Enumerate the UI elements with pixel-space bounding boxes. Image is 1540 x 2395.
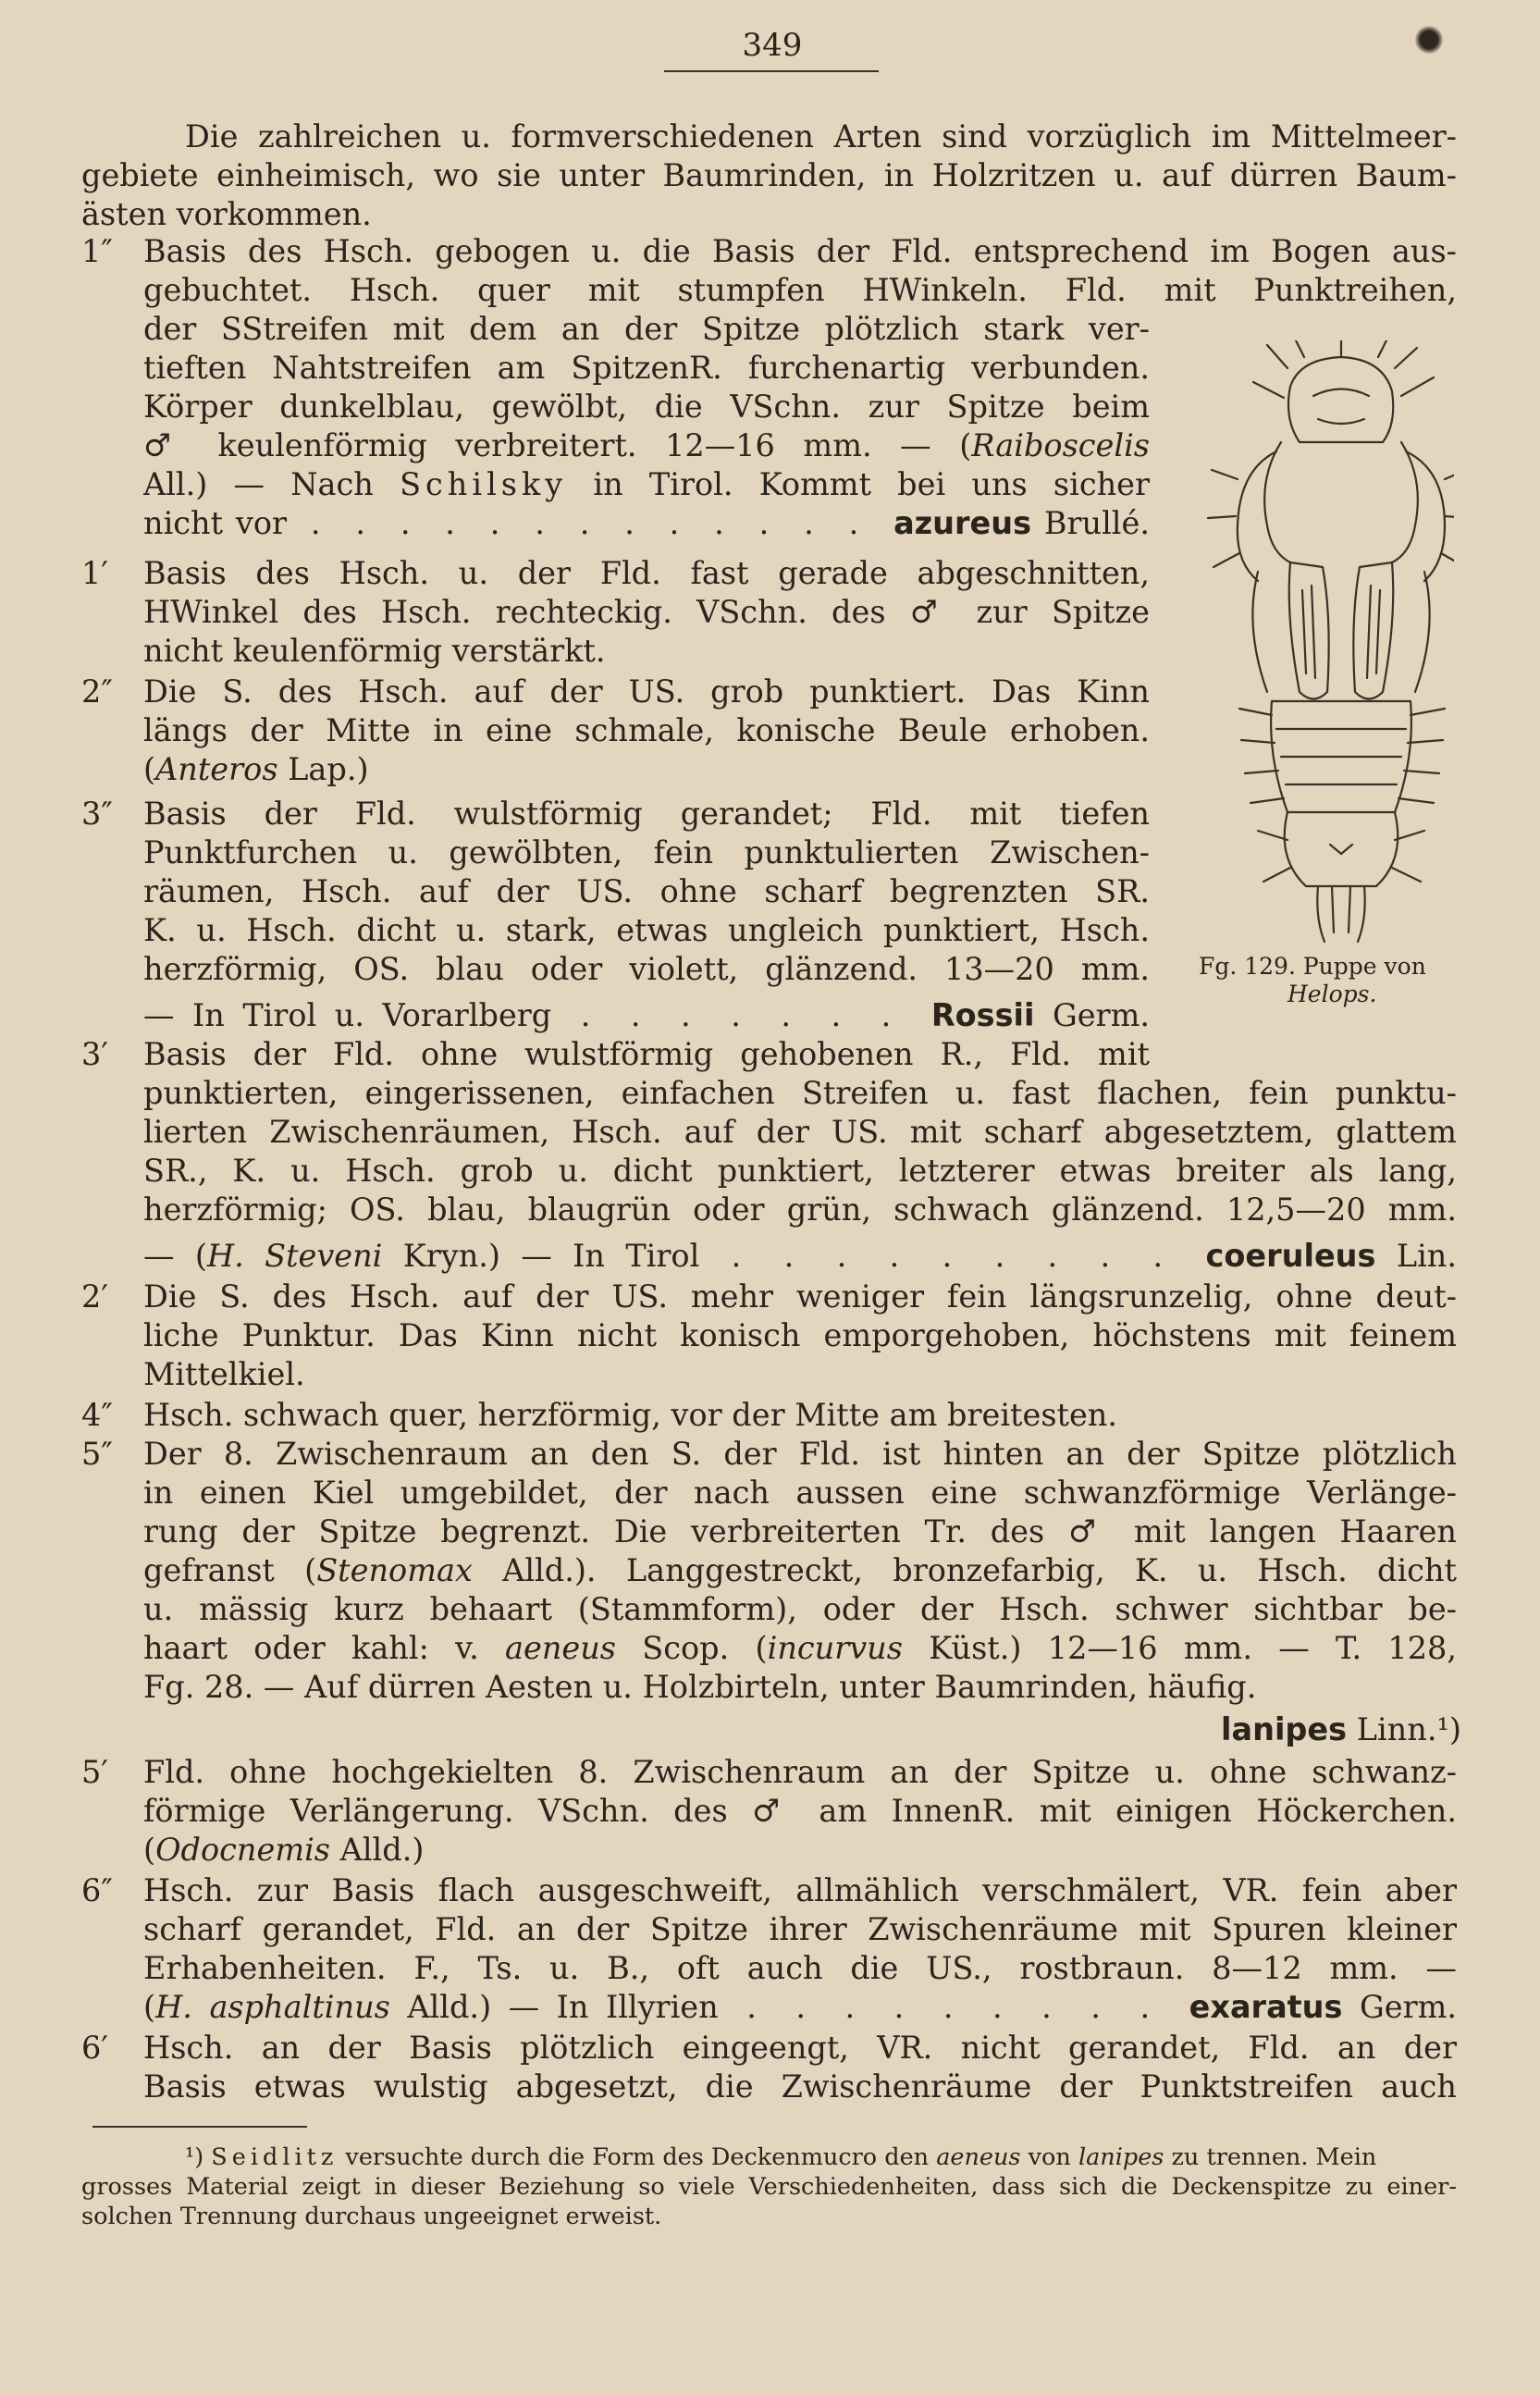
pupa-spines-terminal <box>1258 831 1424 882</box>
page-number-rule <box>664 70 879 72</box>
key-mark-2s: 2′ <box>81 1278 108 1315</box>
entry-5dd-line-3: rung der Spitze begrenzt. Die verbreiterten Tr. des ♂ mit langen Haaren <box>143 1513 1457 1549</box>
entry-1dd-line-6: ♂ keulenförmig verbreitert. 12—16 mm. — (Raiboscelis <box>143 427 1150 463</box>
figure-caption: Fg. 129. Puppe von <box>1199 953 1426 980</box>
species-lanipes: lanipes <box>1221 1711 1348 1747</box>
entry-1s-line-3: nicht keulenförmig verstärkt. <box>143 633 606 669</box>
entry-6s-line-1: Hsch. an der Basis plötzlich eingeengt, VR. nicht gerandet, Fld. an der <box>143 2030 1457 2066</box>
key-mark-5s: 5′ <box>81 1754 108 1790</box>
key-mark-3s: 3′ <box>81 1036 108 1072</box>
page-number: 349 <box>742 27 803 64</box>
intro-line-1: Die zahlreichen u. formverschiedenen Arten sind vorzüglich im Mittelmeer- <box>185 118 1457 154</box>
male-symbol: ♂ <box>909 594 953 630</box>
entry-3dd-line-1: Basis der Fld. wulstförmig gerandet; Fld. mit tiefen <box>143 796 1150 832</box>
male-symbol: ♂ <box>752 1793 795 1829</box>
entry-5s-line-1: Fld. ohne hochgekielten 8. Zwischenraum an der Spitze u. ohne schwanz- <box>143 1754 1457 1790</box>
entry-3s-line-4: SR., K. u. Hsch. grob u. dicht punktiert, letzterer etwas breiter als lang, <box>143 1153 1457 1189</box>
species-rossii: Rossii <box>930 997 1035 1033</box>
entry-5s-line-3: (Odocnemis Alld.) <box>143 1832 425 1868</box>
pupa-genital-mark <box>1330 845 1352 854</box>
synonym-name: incurvus <box>767 1630 903 1666</box>
pupa-head <box>1288 357 1393 442</box>
entry-4dd-line-1: Hsch. schwach quer, herzförmig, vor der Mitte am breitesten. <box>143 1397 1118 1433</box>
entry-5dd-line-5: u. mässig kurz behaart (Stammform), oder der Hsch. schwer sichtbar be- <box>143 1591 1457 1627</box>
entry-3dd-line-4: K. u. Hsch. dicht u. stark, etwas ungleich punktiert, Hsch. <box>143 912 1150 948</box>
entry-1dd-line-2: gebuchtet. Hsch. quer mit stumpfen HWinkeln. Fld. mit Punktreihen, <box>143 272 1457 308</box>
genus-name: Odocnemis <box>155 1832 330 1868</box>
pupa-urogomphi <box>1317 886 1364 942</box>
entry-6dd-line-1: Hsch. zur Basis flach ausgeschweift, allmählich verschmälert, VR. fein aber <box>143 1872 1457 1908</box>
entry-2dd-line-2: längs der Mitte in eine schmale, konische Beule erhoben. <box>143 712 1150 748</box>
key-mark-1s: 1′ <box>81 555 108 591</box>
male-symbol: ♂ <box>143 427 190 463</box>
entry-3dd-line-2: Punktfurchen u. gewölbten, fein punktulierten Zwischen- <box>143 834 1150 870</box>
genus-name: Stenomax <box>316 1552 473 1588</box>
entry-5dd-line-4: gefranst (Stenomax Alld.). Langgestreckt, bronzefarbig, K. u. Hsch. dicht <box>143 1552 1457 1588</box>
author-name: Schilsky <box>400 466 568 502</box>
entry-6dd-line-3: Erhabenheiten. F., Ts. u. B., oft auch die US., rostbraun. 8—12 mm. — <box>143 1950 1457 1986</box>
figure-caption-genus: Helops. <box>1287 981 1377 1007</box>
pupa-legs-mid <box>1252 572 1429 692</box>
key-mark-6dd: 6″ <box>81 1872 113 1908</box>
species-exaratus: exaratus <box>1189 1989 1343 2025</box>
species-azureus: azureus <box>893 505 1032 541</box>
entry-3dd-line-3: räumen, Hsch. auf der US. ohne scharf begrenzten SR. <box>143 873 1150 909</box>
entry-2dd-line-3: (Anteros Lap.) <box>143 751 369 787</box>
entry-5dd-line-6: haart oder kahl: v. aeneus Scop. (incurvus Küst.) 12—16 mm. — T. 128, <box>143 1630 1457 1666</box>
entry-3dd-line-6: — In Tirol u. Vorarlberg . . . . . . . Rossii Germ. <box>143 997 1150 1033</box>
entry-6dd-line-4: (H. asphaltinus Alld.) — In Illyrien . . . . . . . . . exaratus Germ. <box>143 1989 1457 2025</box>
entry-5dd-line-2: in einen Kiel umgebildet, der nach aussen eine schwanzförmige Verlänge- <box>143 1475 1457 1511</box>
pupa-terminal-segment <box>1285 812 1398 886</box>
entry-1dd-line-5: Körper dunkelblau, gewölbt, die VSchn. zur Spitze beim <box>143 389 1150 425</box>
pupa-wingpad-veins <box>1302 586 1380 678</box>
key-mark-1dd: 1″ <box>81 233 113 269</box>
entry-3s-line-3: lierten Zwischenräumen, Hsch. auf der US. mit scharf abgesetztem, glattem <box>143 1114 1457 1150</box>
entry-3s-line-1: Basis der Fld. ohne wulstförmig gehobenen R., Fld. mit <box>143 1036 1150 1072</box>
entry-6dd-line-2: scharf gerandet, Fld. an der Spitze ihrer Zwischenräume mit Spuren kleiner <box>143 1911 1457 1947</box>
key-mark-6s: 6′ <box>81 2030 108 2066</box>
entry-1dd-line-8: nicht vor . . . . . . . . . . . . . azureus Brullé. <box>143 505 1150 541</box>
pupa-illustration <box>1202 340 1454 951</box>
entry-3dd-line-5: herzförmig, OS. blau oder violett, glänzend. 13—20 mm. <box>143 951 1150 987</box>
footnote-line-2: grosses Material zeigt in dieser Beziehung so viele Verschiedenheiten, dass sich die Deckenspitze zu einer- <box>81 2173 1457 2201</box>
intro-line-2: gebiete einheimisch, wo sie unter Baumrinden, in Holzritzen u. auf dürren Baum- <box>81 157 1457 193</box>
entry-1s-line-1: Basis des Hsch. u. der Fld. fast gerade abgeschnitten, <box>143 555 1150 591</box>
entry-2s-line-2: liche Punktur. Das Kinn nicht konisch emporgehoben, höchstens mit feinem <box>143 1317 1457 1353</box>
genus-name: Raiboscelis <box>971 427 1150 463</box>
entry-2s-line-1: Die S. des Hsch. auf der US. mehr weniger fein längsrunzelig, ohne deut- <box>143 1278 1457 1315</box>
entry-5dd-line-1: Der 8. Zwischenraum an den S. der Fld. ist hinten an der Spitze plötzlich <box>143 1436 1457 1472</box>
entry-3s-line-2: punktierten, eingerissenen, einfachen Streifen u. fast flachen, fein punktu- <box>143 1075 1457 1111</box>
entry-6s-line-2: Basis etwas wulstig abgesetzt, die Zwischenräume der Punktstreifen auch <box>143 2068 1457 2105</box>
entry-2dd-line-1: Die S. des Hsch. auf der US. grob punktiert. Das Kinn <box>143 673 1150 710</box>
key-mark-2dd: 2″ <box>81 673 113 710</box>
entry-3s-line-5: herzförmig; OS. blau, blaugrün oder grün, schwach glänzend. 12,5—20 mm. <box>143 1191 1457 1228</box>
species-coeruleus: coeruleus <box>1205 1238 1376 1274</box>
entry-1dd-line-7: All.) — Nach Schilsky in Tirol. Kommt bei uns sicher <box>143 466 1150 502</box>
pupa-legs-front <box>1264 442 1418 562</box>
entry-1dd-line-4: tieften Nahtstreifen am SpitzenR. furchenartig verbunden. <box>143 350 1150 386</box>
male-symbol: ♂ <box>1067 1513 1111 1549</box>
synonym-name: H. Steveni <box>206 1238 383 1274</box>
pupa-head-detail <box>1313 389 1369 425</box>
key-mark-4dd: 4″ <box>81 1397 113 1433</box>
key-mark-3dd: 3″ <box>81 796 113 832</box>
pupa-wingpad-right <box>1353 562 1393 699</box>
entry-2s-line-3: Mittelkiel. <box>143 1356 305 1392</box>
entry-1s-line-2: HWinkel des Hsch. rechteckig. VSchn. des ♂ zur Spitze <box>143 594 1150 630</box>
footnote-line-1: ¹) Seidlitz versuchte durch die Form des Deckenmucro den aeneus von lanipes zu trennen. Mein <box>185 2143 1377 2171</box>
genus-name: Anteros <box>155 751 278 787</box>
variety-name: aeneus <box>505 1630 616 1666</box>
entry-3s-line-6: — (H. Steveni Kryn.) — In Tirol . . . . . . . . . coeruleus Lin. <box>143 1238 1457 1274</box>
entry-5s-line-2: förmige Verlängerung. VSchn. des ♂ am InnenR. mit einigen Höckerchen. <box>143 1793 1457 1829</box>
footnote-line-3: solchen Trennung durchaus ungeeignet erweist. <box>81 2203 662 2230</box>
author-name: Seidlitz <box>211 2143 339 2171</box>
entry-5dd-line-7: Fg. 28. — Auf dürren Aesten u. Holzbirteln, unter Baumrinden, häufig. <box>143 1669 1257 1705</box>
key-mark-5dd: 5″ <box>81 1436 113 1472</box>
pupa-wingpad-left <box>1289 562 1329 699</box>
ink-spot <box>1415 26 1443 54</box>
entry-1dd-line-3: der SStreifen mit dem an der Spitze plötzlich stark ver- <box>143 311 1150 347</box>
synonym-name: H. asphaltinus <box>155 1989 390 2025</box>
footnote-rule <box>92 2126 307 2128</box>
entry-1dd-line-1: Basis des Hsch. gebogen u. die Basis der Fld. entsprechend im Bogen aus- <box>143 233 1457 269</box>
entry-5dd-line-8: lanipes Linn.¹) <box>1221 1711 1461 1747</box>
intro-line-3: ästen vorkommen. <box>81 196 372 232</box>
pupa-abdomen-segments <box>1272 701 1411 812</box>
